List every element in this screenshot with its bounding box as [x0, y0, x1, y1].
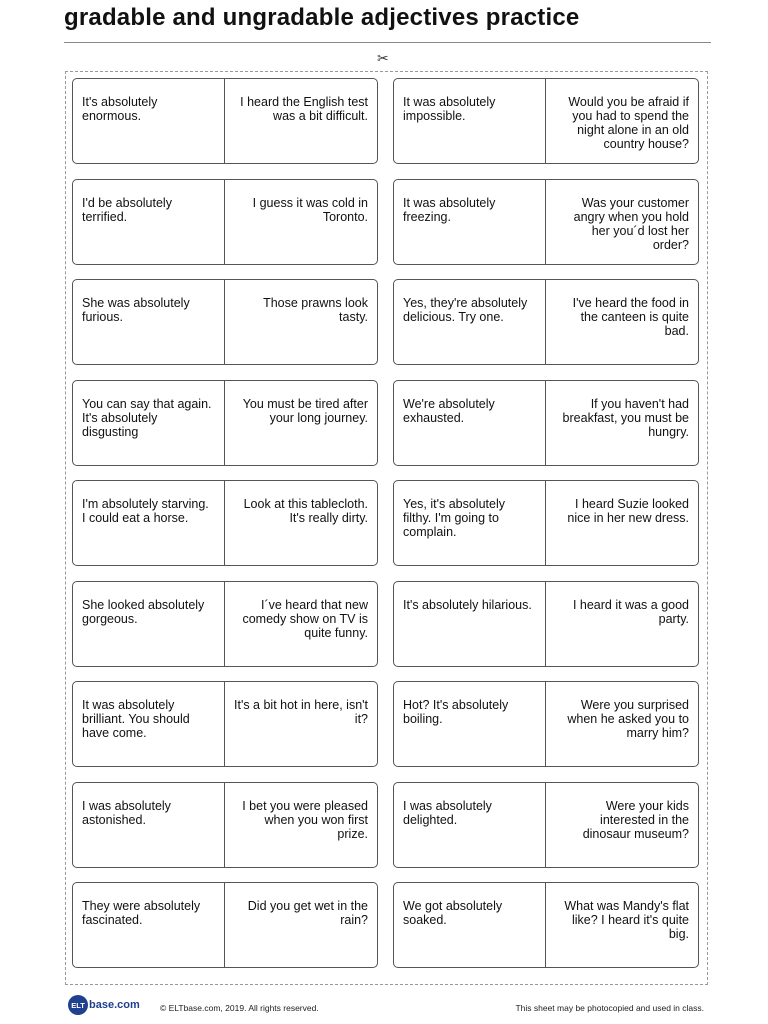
- logo-text: base.com: [89, 999, 140, 1011]
- card-prompt-text: I bet you were pleased when you won first prize.: [242, 799, 368, 841]
- page-title: gradable and ungradable adjectives practice: [64, 4, 580, 31]
- card-prompt-text: Look at this tablecloth. It's really dirty.: [243, 497, 368, 525]
- card: [393, 78, 699, 164]
- card-prompt-text: Was your customer angry when you hold her you´d lost her order?: [573, 196, 689, 252]
- card-answer-text: She looked absolutely gorgeous.: [73, 582, 225, 666]
- card: [393, 179, 699, 265]
- card-answer-text: It was absolutely brilliant. You should have come.: [73, 682, 225, 766]
- card-prompt-text: Were you surprised when he asked you to marry him?: [567, 698, 689, 740]
- card-answer-text: She was absolutely furious.: [73, 280, 225, 364]
- card: [393, 380, 699, 466]
- logo-mark: ELT: [68, 995, 88, 1015]
- card-prompt-text: What was Mandy's flat like? I heard it's quite big.: [564, 899, 689, 941]
- eltbase-logo: [68, 995, 140, 1015]
- card-prompt-text: I heard the English test was a bit difficult.: [240, 95, 368, 123]
- card-prompt-text: You must be tired after your long journey.: [242, 397, 368, 425]
- card-prompt-text: It's a bit hot in here, isn't it?: [234, 698, 369, 726]
- card-answer-text: Hot? It's absolutely boiling.: [394, 682, 546, 766]
- card-answer-text: It was absolutely freezing.: [394, 180, 546, 264]
- card-prompt-text: Would you be afraid if you had to spend the night alone in an old country house?: [568, 95, 689, 151]
- card: [393, 882, 699, 968]
- card-prompt-text: I guess it was cold in Toronto.: [252, 196, 368, 224]
- card-answer-text: We're absolutely exhausted.: [394, 381, 546, 465]
- footer: [68, 994, 708, 1018]
- card-prompt-text: I heard Suzie looked nice in her new dress.: [567, 497, 689, 525]
- card-answer-text: Yes, it's absolutely filthy. I'm going to complain.: [394, 481, 546, 565]
- card: [393, 279, 699, 365]
- card-answer-text: I'm absolutely starving. I could eat a horse.: [73, 481, 225, 565]
- card-answer-text: They were absolutely fascinated.: [73, 883, 225, 967]
- card: [72, 380, 378, 466]
- card: [72, 279, 378, 365]
- title-divider: [64, 42, 711, 43]
- card: [72, 782, 378, 868]
- copyright-text: © ELTbase.com, 2019. All rights reserved.: [160, 1003, 319, 1013]
- card-prompt-text: If you haven't had breakfast, you must be hungry.: [562, 397, 689, 439]
- card-answer-text: I was absolutely delighted.: [394, 783, 546, 867]
- card-answer-text: You can say that again. It's absolutely disgusting: [73, 381, 225, 465]
- card-answer-text: I'd be absolutely terrified.: [73, 180, 225, 264]
- card-prompt-text: I've heard the food in the canteen is quite bad.: [572, 296, 689, 338]
- card-answer-text: We got absolutely soaked.: [394, 883, 546, 967]
- card-prompt-text: Did you get wet in the rain?: [247, 899, 368, 927]
- card: [72, 882, 378, 968]
- card-prompt-text: Were your kids interested in the dinosaur museum?: [582, 799, 689, 841]
- card: [72, 179, 378, 265]
- card: [393, 782, 699, 868]
- scissors-icon: ✂: [377, 51, 389, 67]
- card: [72, 681, 378, 767]
- card-answer-text: Yes, they're absolutely delicious. Try one.: [394, 280, 546, 364]
- card: [72, 78, 378, 164]
- card-answer-text: It was absolutely impossible.: [394, 79, 546, 163]
- card: [393, 581, 699, 667]
- card-prompt-text: I´ve heard that new comedy show on TV is quite funny.: [242, 598, 368, 640]
- card: [393, 480, 699, 566]
- card-answer-text: It's absolutely hilarious.: [394, 582, 546, 666]
- card-prompt-text: Those prawns look tasty.: [263, 296, 368, 324]
- card: [72, 581, 378, 667]
- card-answer-text: It's absolutely enormous.: [73, 79, 225, 163]
- card-prompt-text: I heard it was a good party.: [572, 598, 689, 626]
- card: [393, 681, 699, 767]
- photocopy-notice: This sheet may be photocopied and used in class.: [515, 1003, 704, 1013]
- card: [72, 480, 378, 566]
- card-answer-text: I was absolutely astonished.: [73, 783, 225, 867]
